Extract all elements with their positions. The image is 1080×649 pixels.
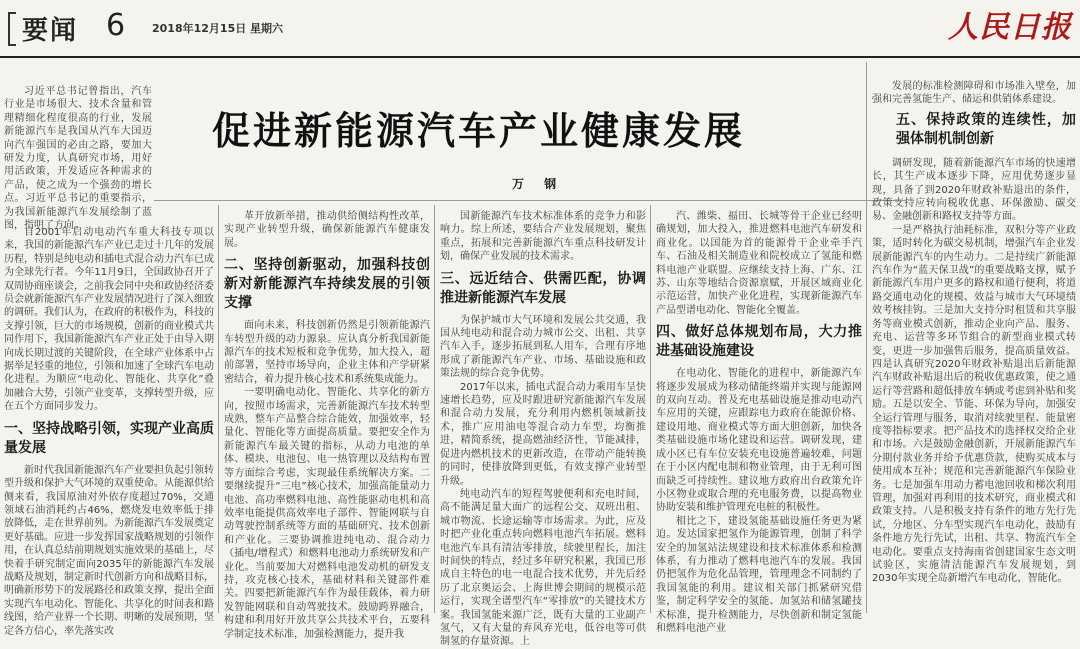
paragraph: 新时代我国新能源汽车产业要担负起引领转型升级和保护大气环境的双重使命。从能源供给侧来看，我国原油对外依存度超过70%，交通领域石油消耗约占46%，燃烧发电效率低于排放降低，走在世界前列。为新能源汽车发展奠定更好基础。应进一步发挥国家战略规划的引领作用，在认真总结前期规划实施效果的基础上，尽快着手研究制定面向2035年的新能源汽车发展战略及规划，制定新时代创新方向和战略目标，明确新形势下的发展路径和政策支撑，提出全面实现汽车电动化、智能化、共享化的时间表和路线图，给产业界一个长期、明晰的发展预期，坚定各方信心，率先落实改 bbox=[4, 464, 214, 637]
paragraph: 纯电动汽车的短程驾驶便利和充电时间，高不能满足量大面广的远程公交、双班出租、城市物流、长途运输等市场需求。为此，应及时把产业化重点转向燃料电池汽车拓展。燃料电池汽车具有清洁零排放，续驶里程长，加注时间快的特点，经过多年研究积累，我国已形成自主特色的电一电混合技术优势，并先后经历了北京奥运会、上海世博会期间的规模示范运行，实现全谱型汽车“零排放”的关键技术方案。我国氢能来源广泛，既有大量的工业副产氢气，又有大量的弃风弃光电，低谷电等可供制氢的存量资源。上 bbox=[440, 488, 646, 648]
column-divider bbox=[866, 62, 867, 613]
column-divider bbox=[218, 205, 219, 613]
section-heading-4: 四、做好总体规划布局，大力推进基础设施建设 bbox=[656, 324, 862, 360]
page-number: 6 bbox=[106, 8, 126, 43]
newspaper-logo: 人民日报 bbox=[948, 10, 1072, 45]
intro-paragraph: 习近平总书记曾指出，汽车行业是市场很大、技术含量和管理精细化程度很高的行业，发展新能源汽车是我国从汽车大国迈向汽车强国的必由之路，要加大研发力度，认真研究市场，用好用活政策，开发适应各种需求的产品，使之成为一个强劲的增长点。习近平总书记的重要指示，为我国新能源汽车发展绘制了蓝图，指明了方向。 bbox=[4, 86, 152, 232]
section-heading-5: 五、保持政策的连续性，加强体制机制创新 bbox=[896, 111, 1076, 147]
paragraph: 面向未来，科技创新仍然是引领新能源汽车转型升级的动力源泉。应认真分析我国新能源汽车的技术短板和竞争优势，加大投入，超前部署，坚持市场导向，企业主体和产学研紧密结合，着力提升核心技术和系统集成能力。 bbox=[224, 320, 430, 385]
newspaper-masthead bbox=[0, 0, 1080, 58]
headline-rule bbox=[154, 200, 906, 201]
paragraph: 为保护城市大气环境和发展公共交通，我国从纯电动和混合动力城市公交、出租、共享汽车入手，逐步拓展到私人用车，合理有序地形成了新能源汽车产业、市场、基础设施和政策法规的综合竞争优势。 bbox=[440, 314, 646, 380]
publication-date: 2018年12月15日 星期六 bbox=[152, 22, 284, 35]
column-4 bbox=[656, 210, 862, 634]
paragraph: 国新能源汽车技术标准体系的竞争力和影响力。综上所述，要结合产业发展规划，聚焦重点，拓展和完善新能源汽车重点科技研发计划，确保产业发展的技术需求。 bbox=[440, 211, 646, 263]
paragraph: 自2001年启动电动汽车重大科技专项以来，我国的新能源汽车产业已走过十几年的发展历程，特别是纯电动和插电式混合动力汽车已成为全球先行者。今年11月9日，全国政协召开了双周协商座谈会，之前我会同中央和政协经济委员会就新能源汽车产业发展情况进行了深入细致的调研。我们认为，在政府的积极作为，科技的支撑引领，巨大的市场规模，创新的商业模式共同作用下，我国新能源汽车产业正处于由导入期向成长期过渡的关键阶段，在全球产业体系中占据举足轻重的地位，引领和加速了全球汽车电动化进程。为顺应“电动化、智能化、共享化”叠加融合大势，引领产业变革，支撑转型升级，应在五个方面同步发力。 bbox=[4, 227, 214, 413]
section-heading-3: 三、远近结合、供需匹配，协调推进新能源汽车发展 bbox=[440, 270, 646, 306]
article-headline: 促进新能源汽车产业健康发展 bbox=[212, 109, 746, 153]
article-author: 万 钢 bbox=[512, 177, 565, 191]
section-heading-2: 二、坚持创新驱动，加强科技创新对新能源汽车持续发展的引领支撑 bbox=[224, 257, 430, 312]
paragraph: 汽、潍柴、福田、长城等骨干企业已经明确规划，加大投入，推进燃料电池汽车研发和商业化。以国能为首的能源骨干企业牵手汽车、石油及相关制造业和院校成立了氢能和燃料电池产业联盟。应继续支持上海、广东、江苏、山东等地结合资源禀赋，开展区域商业化示范运营，加快产业化进程，实现新能源汽车产品型谱电动化、智能化全覆盖。 bbox=[656, 211, 862, 316]
column-3 bbox=[440, 210, 646, 648]
column-1 bbox=[4, 226, 214, 637]
paragraph: 2017年以来，插电式混合动力乘用车呈快速增长趋势，应及时跟进研究新能源汽车发展和混合动力发展，充分利用内燃机领域新技术，推广应用油电等混合动力车型，均衡推进，精简系统，提高燃油经济性，节能减排，促进内燃机技术的更新改造，在带动产能转换的同时，使排放降到更低，有效支撑产业转型升级。 bbox=[440, 381, 646, 487]
paragraph: 发展的标准检测障碍和市场准入壁垒，加强和完善氢能生产、储运和供销体系建设。 bbox=[872, 81, 1076, 106]
paragraph: 相比之下，建设氢能基础设施任务更为紧迫。发达国家把氢作为能源管理，创制了科学安全的加氢站法规建设和技术标准体系和检测体系，有力推动了燃料电池汽车的发展。我国仍把氢作为危化品管理，管理理念不同制约了我国氢能的利用。建议相关部门抓紧研究借鉴，制定科学安全的氢能、加氢站和储氢罐技术标准，提升检测能力，尽快创新和制定氢能和燃料电池产业 bbox=[656, 515, 862, 634]
paragraph: 一是严格执行油耗标准，双积分等产业政策，适时转化为碳交易机制，增强汽车企业发展新能源汽车的内生动力。二是持续广新能源汽车作为“蓝天保卫战”的重要战略支撑，赋予新能源汽车用户更多的路权和通行便利，将道路交通电动化的规模、效益与城市大气环境绩效考核挂钩。三是加大支持分时租赁和共享服务等商业模式创新，推动企业向产品、服务、充电、运营等多环节组合的新型商业模式转变，更进一步加强售后服务，提高质量效益。四是认真研究2020年财政补贴退出后新能源汽车财政补贴退出后的税收优惠政策，使之通运行等营路和超低排放车辆或考虑到补贴和奖励。五是以安全、节能、环保为导向，加强安全运行管理与服务，取消对续驶里程、能量密度等指标要求。把产品技术的选择权交给企业和市场。六是鼓励金融创新，开展新能源汽车分期付款业务并给予优惠贷款，使购买成本与使用成本互补；规范和完善新能源汽车保险业务。七是加强车用动力蓄电池回收和梯次利用管理，加强对再利用的技术研究，商业模式和政策支持。八是积极支持有条件的地方先行先试，分地区、分车型实现汽车电动化，鼓励有条件地方先行先试，出租、共享、物流汽车全电动化。要重点支持海南省创建国家生态文明试验区，实施清洁能源汽车发展规划，到2030年实现全岛新增汽车电动化，智能化。 bbox=[872, 224, 1076, 585]
section-heading-1: 一、坚持战略引领，实现产业高质量发展 bbox=[4, 420, 214, 456]
paragraph: 革开放新举措，推动供给侧结构性改革，实现产业转型升级，确保新能源汽车健康发展。 bbox=[224, 211, 430, 249]
paragraph: 在电动化、智能化的进程中，新能源汽车将逐步发展成为移动储能终端并实现与能源网的双向互动。普及充电基础设施是推动电动汽车应用的关键，应跟踪电力政府在能源价格、建设用地、商业模式等方面大胆创新，加快各类基础设施市场化建设和运营。调研发现，建成小区已有车位安装充电设施普遍较难，问题在于小区内配电制和物业管理，由于无利可图而缺乏可持续性。建议地方政府出台政策允许小区物业或取合理的充电服务费，以提高物业协助安装和维护管理充电桩的积极性。 bbox=[656, 368, 862, 514]
paragraph: 一要明确电动化、智能化、共享化的新方向，按照市场需求，完善新能源汽车技术转型成熟，整车产品整合综合能效，加强效率，轻量化、智能化等方面提高质量。要把安全作为新能源汽车最关键的指标，从动力电池的单体、模块、电池包、电一热管理以及结构布置等方面综合考虑，实现最佳系统解决方案。二要继续提升“三电”核心技术，加强高能量动力电池、高功率燃料电池、高性能驱动电机和高效率电能提供高效率电子部件、智能网联与自动驾驶控制系统等方面的基础研究、技术创新和产业化。三要协调推进纯电动、混合动力（插电/增程式）和燃料电池动力系统研发和产业化。当前要加大对燃料电池发动机的研发支持，攻克核心技术，基础材料和关键部件难关。四要把新能源汽车作为最佳载体，着力研发智能网联和自动驾驶技术。鼓励跨界融合，构建和利用好开放共享公共技术平台，五要科学制定技术标准，加强检测能力，提升我 bbox=[224, 387, 430, 640]
column-5 bbox=[872, 80, 1076, 613]
paragraph: 调研发现，随着新能源汽车市场的快速增长，其生产成本逐步下降，应用优势逐步显现，具备了到2020年财政补贴退出的条件，政策支持应转向税收优惠、环保激励、碳交易、金融创新和路权支持等方面。 bbox=[872, 157, 1076, 223]
column-2 bbox=[224, 210, 430, 640]
section-name: 要闻 bbox=[22, 16, 79, 46]
intro-column bbox=[4, 85, 152, 232]
column-divider bbox=[434, 205, 435, 613]
section-bracket bbox=[8, 12, 16, 46]
column-divider bbox=[650, 205, 651, 613]
masthead-rule bbox=[0, 56, 1080, 58]
